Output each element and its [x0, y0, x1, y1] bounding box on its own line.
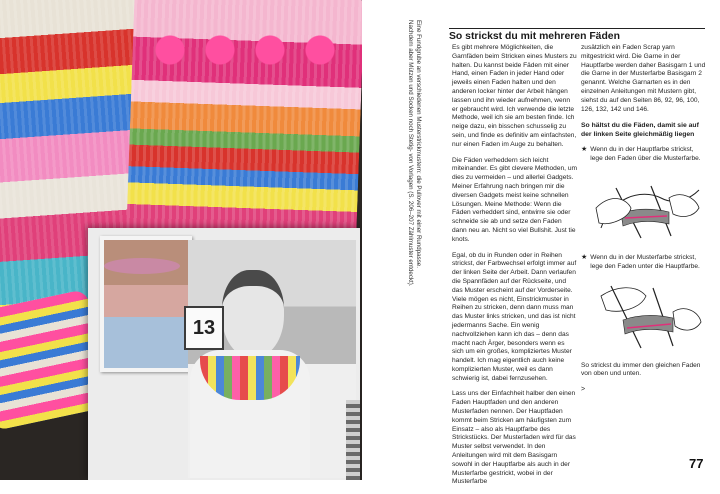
vintage-photo-girl-with-hat [100, 236, 192, 372]
photo-caption [382, 20, 422, 460]
paragraph: Es gibt mehrere Möglichkeiten, die Garnfäden beim Stricken eines Musters zu halten. Du kannst beide Fäden mit einer Hand, einen Faden in jeder Hand oder jeweils einen Faden halten und den anderen locker hinter der Arbeit hängen lassen und ihn wieder aufnehmen, wenn er gebraucht wird. Ich verwende die letzte Methode, weil ich sie am besten finde. Ich neige dazu, ein bisschen schusselig zu sein, und finde es definitiv am einfachsten, nur einen Faden im Auge zu behalten. [452, 44, 577, 148]
instruction-item-main-color [581, 146, 706, 164]
caption-line-2: Nachdem aber Mützen und Socken noch Stetig- von Vorlagen (S. 206–207 Zählmuster entdeckt). [407, 20, 414, 287]
paragraph: Lass uns der Einfachheit halber den einen Faden Hauptfaden und den anderen Musterfaden nennen. Der Hauptfaden kommt beim Stricken am häufigsten zum Einsatz – also als Hauptfarbe des Strickstücks. Der Musterfaden wird für das Muster selbst verwendet. In den Anleitungen wird mit dem Basisgarn sowohl in der Hauptfarbe als auch in der Musterfarbe gestrickt, wobei in der Musterfarbe [452, 390, 576, 486]
text-column-left [452, 44, 577, 494]
knitting-hands-illustration-2 [581, 276, 706, 354]
page-number: 77 [689, 456, 704, 471]
number-card: 13 [184, 306, 224, 350]
paragraph: Egal, ob du in Runden oder in Reihen strickst, der Farbwechsel erfolgt immer auf der linken Seite der Arbeit. Dann verlaufen die Spannfäden auf der Rückseite, und das Muster erscheint auf der Vorderseite. Viele mögen es nicht, Einstrickmuster in Reihen zu stricken, denn dann muss man das Muster links stricken, und das ist nicht jedermanns Sache. Ein wenig nachvollziehen kann ich das – denn das macht nach Ärger, besonders wenn es sich um ein großes, kompliziertes Muster handelt. Ich mag eigentlich auch keine komplizierten Muster, weil es dann schwierig ist, dabei fernzusehen. [452, 251, 577, 382]
pink-hat [104, 258, 180, 274]
section-heading: So strickst du mit mehreren Fäden [449, 31, 620, 42]
star-icon: ★ [581, 146, 588, 154]
knitting-hands-illustration-1 [581, 168, 706, 246]
heading-rule [449, 28, 705, 29]
child-face [222, 270, 284, 358]
knitting-photo [0, 0, 362, 480]
swatch-diamond-pattern [150, 20, 350, 80]
paragraph: Die Fäden verheddern sich leicht miteinander. Es gibt clevere Methoden, um dies zu vermeiden – und allerlei Gadgets. Meiner Erfahrung nach bringen mir die diversen Gadgets meist keine schnellen Lösungen. Meine Methode: Wenn die Fäden verheddert sind, entwirre sie oder schneide sie ab und setze den Faden dann neu an. Nicht so viel Bullshit. Just tie knots. [452, 156, 577, 243]
instruction-text: Wenn du in der Hauptfarbe strickst, lege den Faden über die Musterfarbe. [590, 146, 701, 163]
paragraph: zusätzlich ein Faden Scrap yarn mitgestrickt wird. Die Garne in der Hauptfarbe werden daher Basisgarn 1 und die Garne in der Musterfarbe Basisgarn 2 genannt. Welche Garnarten es in den einzelnen Anleitungen mit Mustern gibt, siehst du auf den Seiten 86, 92, 96, 100, 126, 132, 142 und 146. [581, 44, 706, 113]
continue-arrow: > [581, 386, 586, 394]
closing-note: So strickst du immer den gleichen Faden von oben und unten. [581, 361, 701, 378]
subheading: So hältst du die Fäden, damit sie auf der linken Seite gleichmäßig liegen [581, 122, 699, 139]
instruction-item-pattern-color [581, 254, 706, 272]
star-icon: ★ [581, 253, 588, 261]
text-column-right [581, 44, 706, 395]
book-spiral-binding [346, 400, 360, 480]
instruction-text: Wenn du in der Musterfarbe strickst, lege den Faden unter die Hauptfarbe. [590, 253, 700, 270]
caption-line-1: Eine Fundgrube an verschiedenen Musterstrickmustern: die Pullover mit einer Rundpasse. [415, 20, 422, 268]
